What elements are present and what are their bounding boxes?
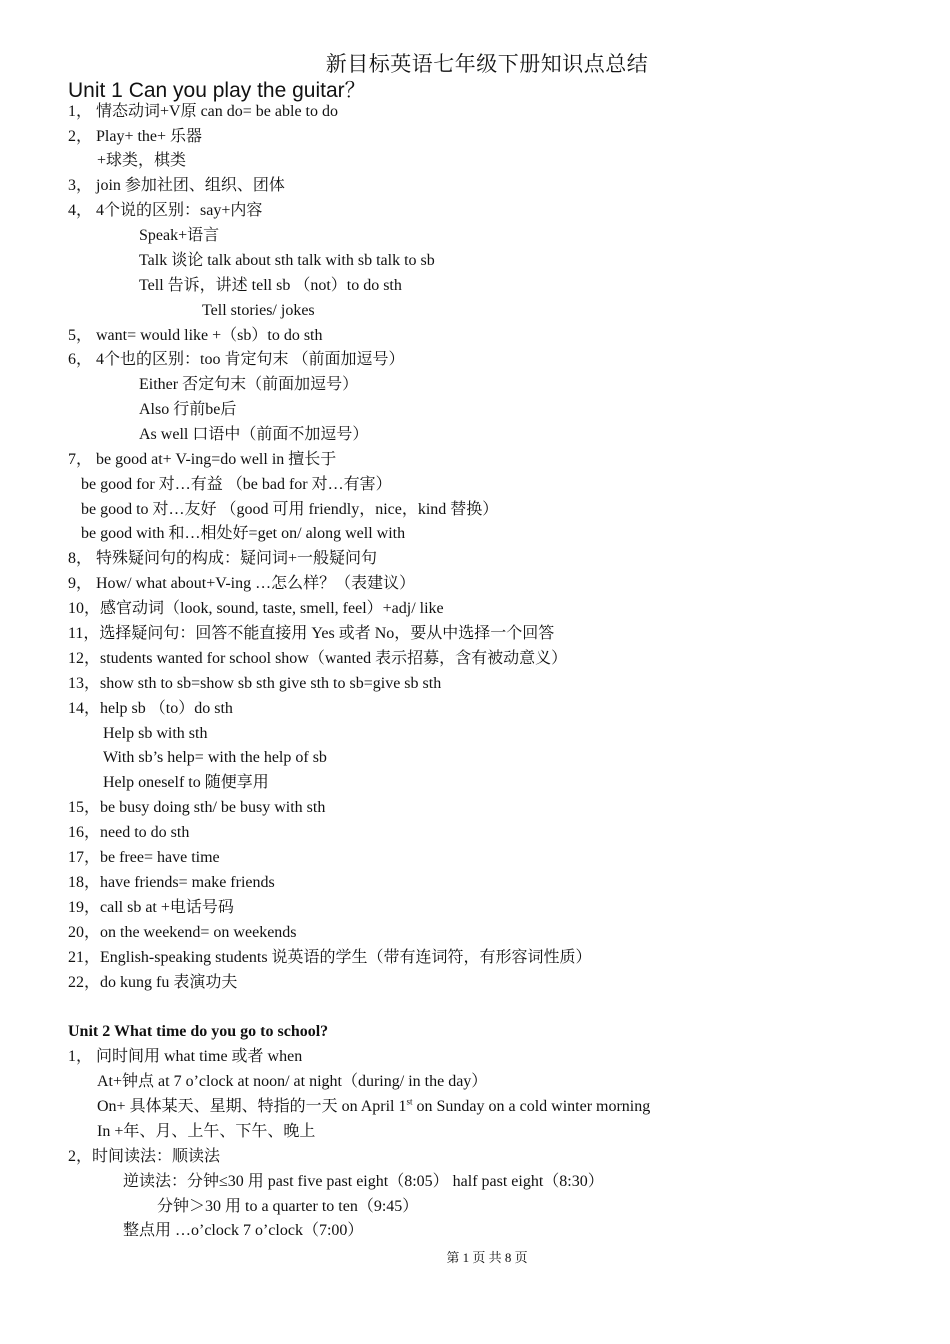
list-item: Help oneself to 随便享用 <box>103 774 269 791</box>
list-item: 16，need to do sth <box>68 824 190 841</box>
list-item: 8， 特殊疑问句的构成：疑问词+一般疑问句 <box>68 550 378 567</box>
list-item: 5， want= would like +（sb）to do sth <box>68 327 323 344</box>
list-item: Tell stories/ jokes <box>202 302 315 319</box>
list-item: 21，English-speaking students 说英语的学生（带有连词符，有形容词性质） <box>68 949 592 966</box>
list-item: Speak+语言 <box>139 227 220 244</box>
list-item: 9， How/ what about+V-ing …怎么样？（表建议） <box>68 575 416 592</box>
unit1-heading: Unit 1 Can you play the guitar？ <box>68 79 366 102</box>
list-item: 22，do kung fu 表演功夫 <box>68 974 238 991</box>
list-item: be good with 和…相处好=get on/ along well with <box>81 525 406 542</box>
list-item: 17，be free= have time <box>68 849 220 866</box>
list-item <box>97 1097 650 1117</box>
list-item: 2， Play+ the+ 乐器 <box>68 128 203 145</box>
list-item: 7， be good at+ V-ing=do well in 擅长于 <box>68 451 337 468</box>
list-item: Also 行前be后 <box>139 401 237 418</box>
list-item: 6， 4个也的区别：too 肯定句末 （前面加逗号） <box>68 351 405 368</box>
list-item: Tell 告诉，讲述 tell sb （not）to do sth <box>139 277 402 294</box>
list-item: Help sb with sth <box>103 725 208 742</box>
list-item: 10，感官动词（look, sound, taste, smell, feel）+adj/ like <box>68 600 444 617</box>
list-item: be good for 对…有益 （be bad for 对…有害） <box>81 476 392 493</box>
unit2-heading: Unit 2 What time do you go to school? <box>68 1023 329 1040</box>
list-item: 3， join 参加社团、组织、团体 <box>68 177 285 194</box>
list-item: 19，call sb at +电话号码 <box>68 899 234 916</box>
list-item: As well 口语中（前面不加逗号） <box>139 426 369 443</box>
list-item: In +年、月、上午、下午、晚上 <box>97 1123 316 1140</box>
list-item: 20，on the weekend= on weekends <box>68 924 297 941</box>
list-item: 逆读法：分钟≤30 用 past five past eight（8:05） half past eight（8:30） <box>123 1173 604 1190</box>
list-item: 1， 问时间用 what time 或者 when <box>68 1048 303 1065</box>
page-footer: 第 1 页 共 8 页 <box>446 1250 528 1265</box>
list-item: 整点用 …o’clock 7 o’clock（7:00） <box>123 1222 364 1239</box>
ordinal-suffix: st <box>406 1096 413 1107</box>
list-item: 2，时间读法：顺读法 <box>68 1148 221 1165</box>
list-item: At+钟点 at 7 o’clock at noon/ at night（during/ in the day） <box>97 1073 488 1090</box>
list-item: +球类，棋类 <box>97 152 187 169</box>
list-item: 分钟＞30 用 to a quarter to ten（9:45） <box>157 1198 419 1215</box>
list-item: Talk 谈论 talk about sth talk with sb talk to sb <box>139 252 435 269</box>
list-item: 13，show sth to sb=show sb sth give sth to sb=give sb sth <box>68 675 442 692</box>
list-item: 11，选择疑问句：回答不能直接用 Yes 或者 No，要从中选择一个回答 <box>68 625 555 642</box>
list-item: Either 否定句末（前面加逗号） <box>139 376 359 393</box>
list-item: 14，help sb （to）do sth <box>68 700 233 717</box>
list-item: 1， 情态动词+V原 can do= be able to do <box>68 103 339 120</box>
list-item: 12，students wanted for school show（wanted 表示招募，含有被动意义） <box>68 650 568 667</box>
on-date-text-rest: on Sunday on a cold winter morning <box>412 1098 651 1115</box>
page-title: 新目标英语七年级下册知识点总结 <box>325 52 649 76</box>
on-date-text: On+ 具体某天、星期、特指的一天 on April 1 <box>97 1098 407 1115</box>
list-item: be good to 对…友好 （good 可用 friendly，nice，kind 替换） <box>81 501 499 518</box>
list-item: 15，be busy doing sth/ be busy with sth <box>68 799 326 816</box>
list-item: 18，have friends= make friends <box>68 874 275 891</box>
list-item: With sb’s help= with the help of sb <box>103 749 327 766</box>
list-item: 4， 4个说的区别：say+内容 <box>68 202 263 219</box>
